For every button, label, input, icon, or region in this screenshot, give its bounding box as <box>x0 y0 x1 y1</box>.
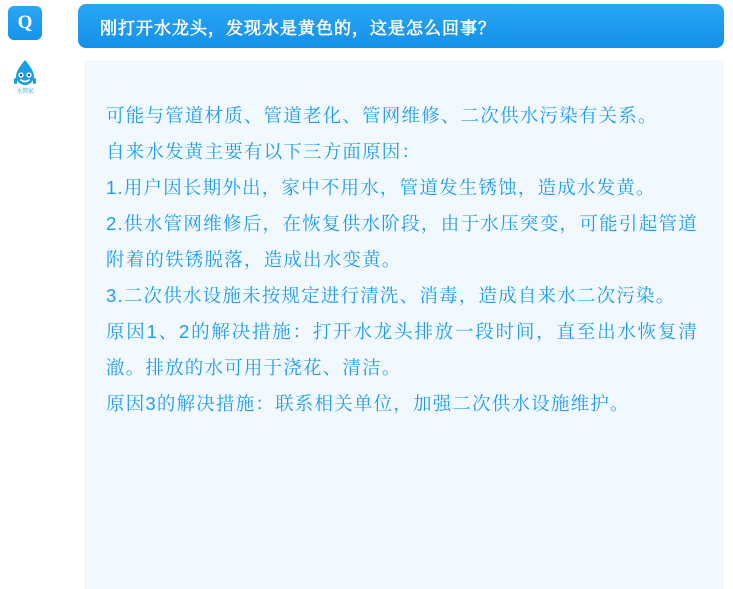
water-drop-mascot-icon <box>10 58 40 88</box>
answer-paragraph: 原因3的解决措施：联系相关单位，加强二次供水设施维护。 <box>106 393 630 414</box>
answer-paragraph: 自来水发黄主要有以下三方面原因： <box>106 141 422 162</box>
answer-paragraph: 原因1、2的解决措施：打开水龙头排放一段时间，直至出水恢复清澈。排放的水可用于浇花、清洁。 <box>106 321 698 378</box>
answer-paragraph: 可能与管道材质、管道老化、管网维修、二次供水污染有关系。 <box>106 105 658 126</box>
avatar <box>6 58 44 102</box>
question-title: 刚打开水龙头，发现水是黄色的，这是怎么回事？ <box>78 4 724 48</box>
answer-paragraph: 2.供水管网维修后，在恢复供水阶段，由于水压突变，可能引起管道附着的铁锈脱落，造成出水变黄。 <box>106 213 698 270</box>
left-rail <box>0 0 50 589</box>
answer-paragraph: 1.用户因长期外出，家中不用水，管道发生锈蚀，造成水发黄。 <box>106 177 656 198</box>
avatar-caption: 水管家 <box>16 89 34 95</box>
answer-panel <box>84 60 724 589</box>
answer-paragraph: 3.二次供水设施未按规定进行清洗、消毒，造成自来水二次污染。 <box>106 285 676 306</box>
question-badge-icon: Q <box>8 6 42 40</box>
